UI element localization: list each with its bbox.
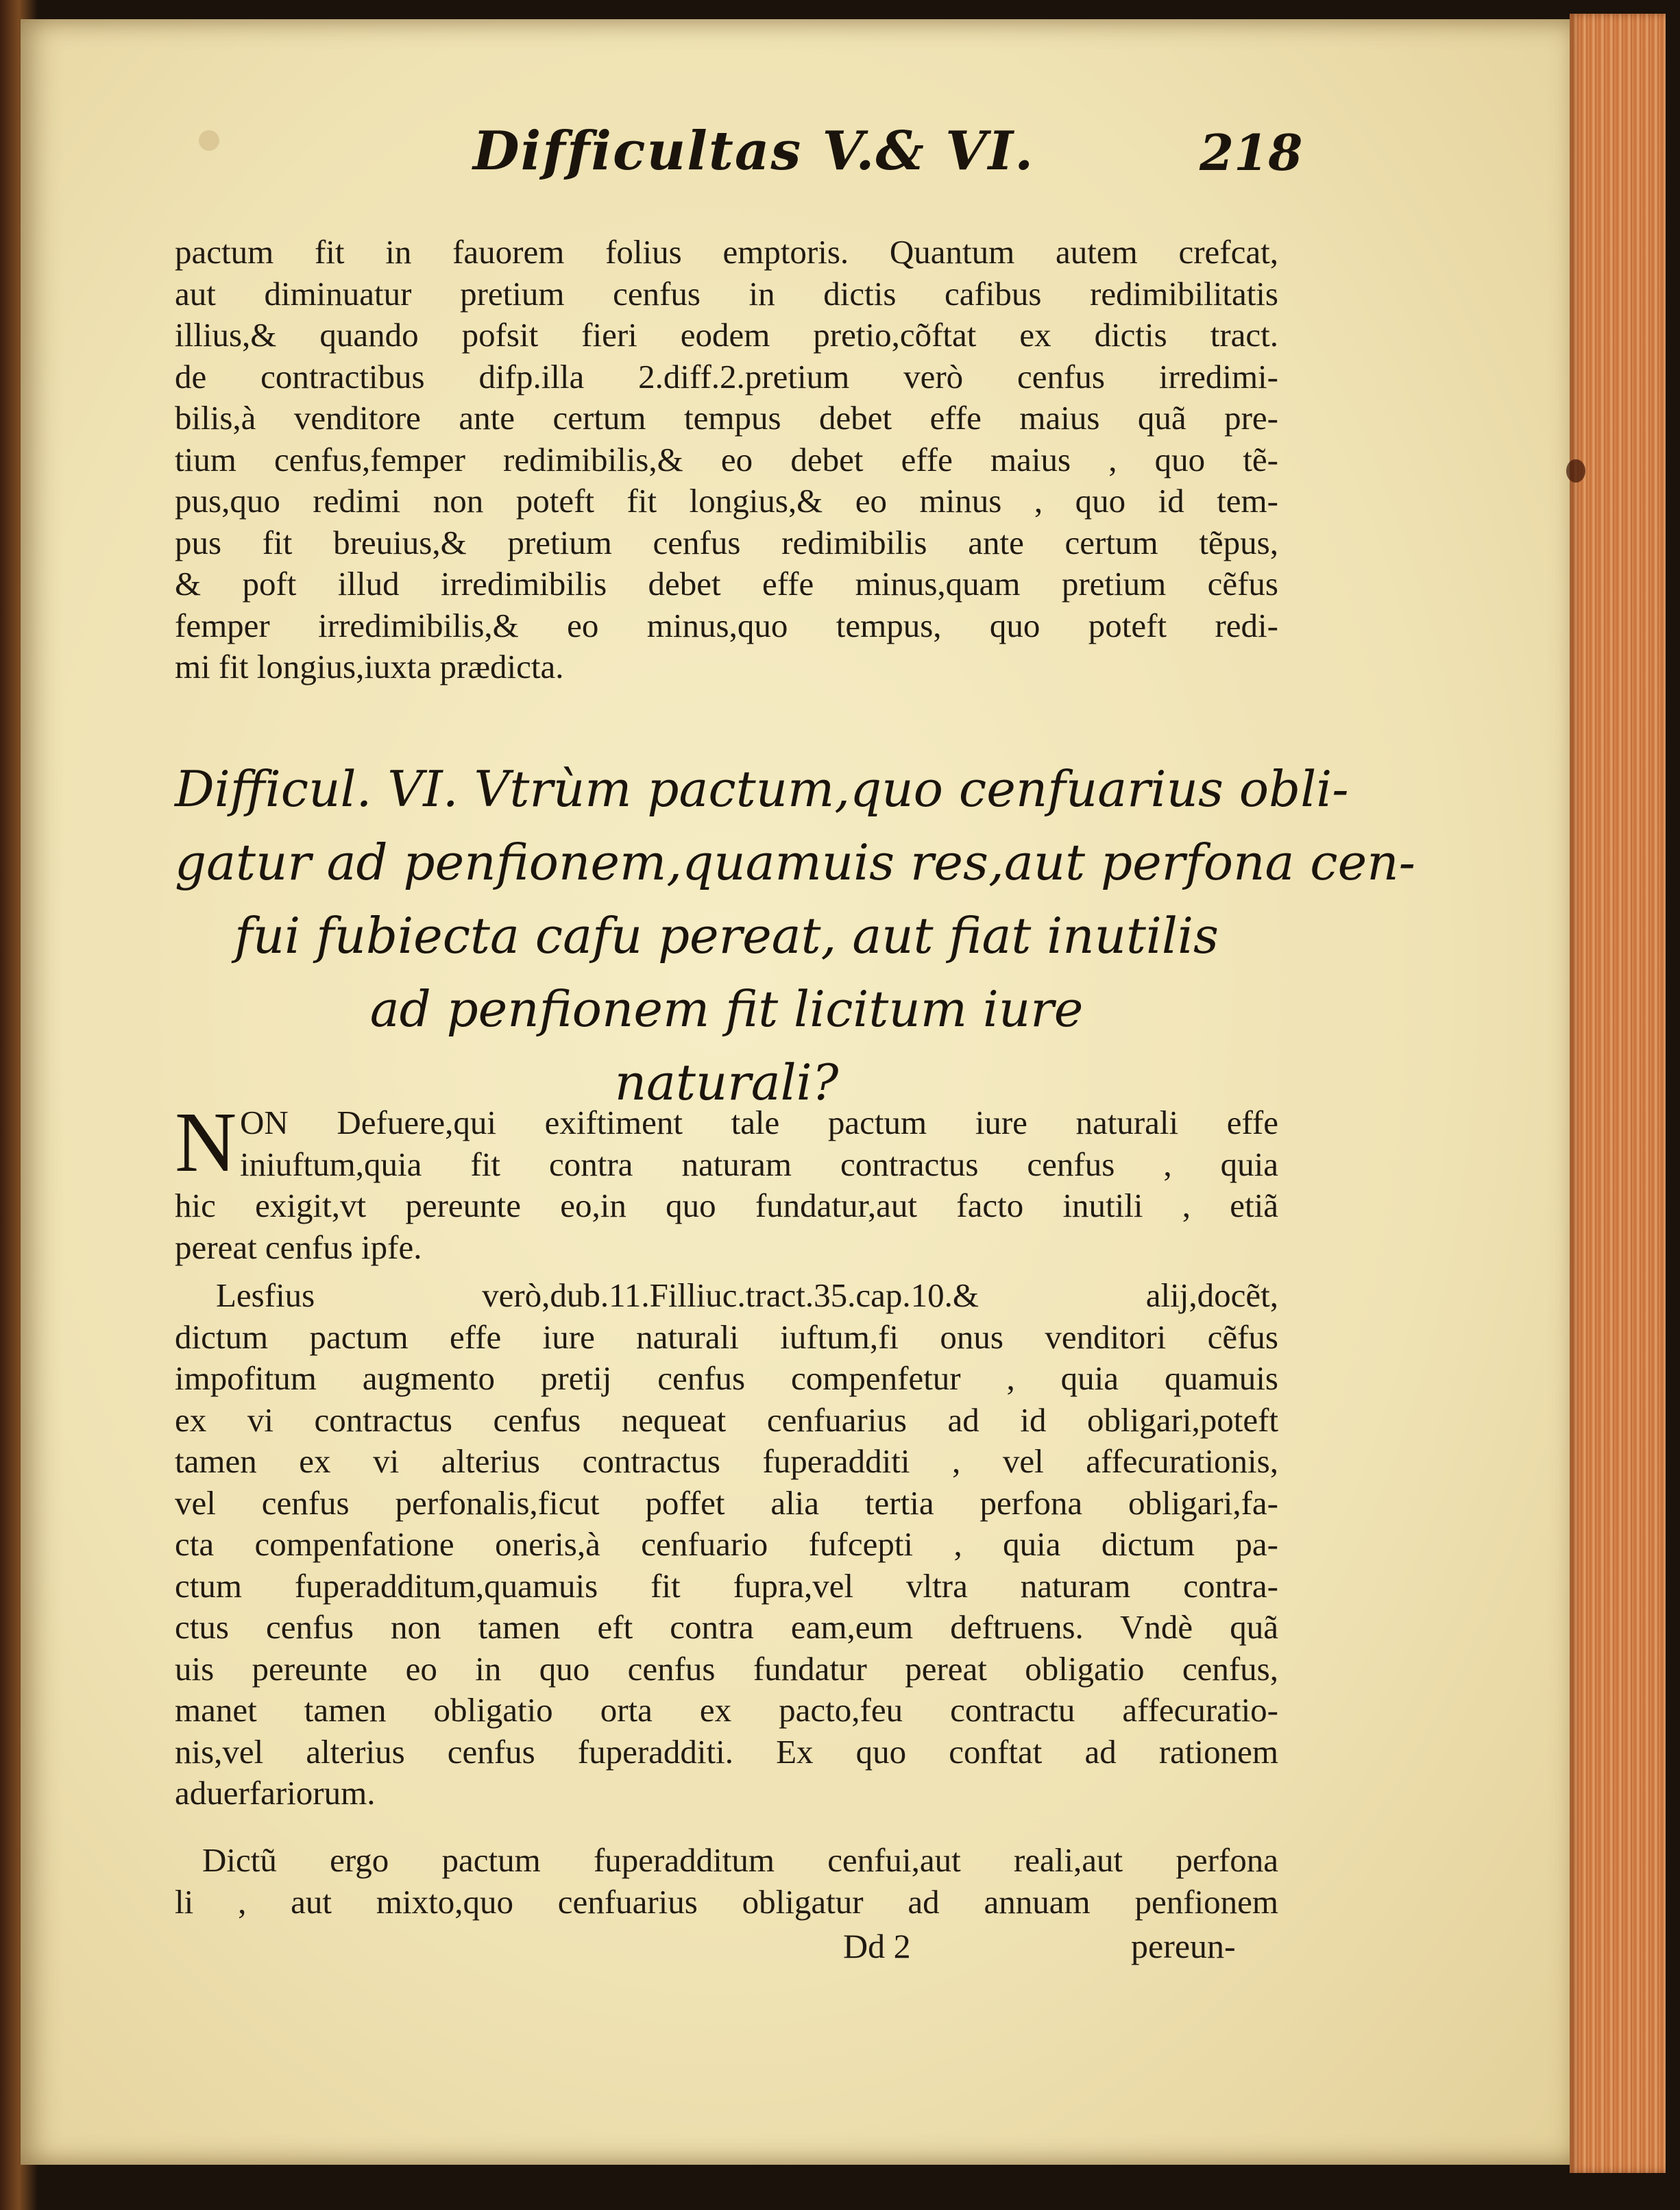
text-line: mi fit longius,iuxta prædicta. — [175, 648, 564, 685]
text-line: li , aut mixto,quo cenfuarius obligatur ad annuam penfionem — [175, 1882, 1278, 1921]
page-edges — [1570, 14, 1666, 2173]
text-line: dictum pactum effe iure naturali iuftum,fi onus venditori cẽfus — [175, 1318, 1278, 1356]
text-line: illius,& quando pofsit fieri eodem pretio,cõftat ex dictis tract. — [175, 316, 1278, 354]
text-line: nis,vel alterius cenfus fuperadditi. Ex quo conftat ad rationem — [175, 1732, 1278, 1771]
text-line: ON Defuere,qui exiftiment tale pactum iure naturali effe — [240, 1104, 1278, 1141]
catchword: pereun- — [1131, 1927, 1236, 1965]
text-line: de contractibus difp.illa 2.diff.2.pretium verò cenfus irredimi- — [175, 357, 1278, 396]
text-line: uis pereunte eo in quo cenfus fundatur pereat obligatio cenfus, — [175, 1649, 1278, 1688]
text-line: femper irredimibilis,& eo minus,quo tempus, quo poteft redi- — [175, 606, 1278, 644]
paragraph-2 — [175, 1095, 1278, 1268]
heading-line: gatur ad penfionem,quamuis res,aut perfona cen- — [175, 834, 1415, 891]
text-line: hic exigit,vt pereunte eo,in quo fundatur,aut facto inutili , etiã — [175, 1187, 1278, 1224]
text-line: cta compenfatione oneris,à cenfuario fufcepti , quia dictum pa- — [175, 1525, 1278, 1563]
text-line: pus fit breuius,& pretium cenfus redimibilis ante certum tẽpus, — [175, 523, 1278, 561]
text-line: iniuftum,quia fit contra naturam contractus cenfus , quia — [240, 1145, 1278, 1183]
ink-spot — [1566, 459, 1585, 483]
paragraph-3 — [175, 1275, 1278, 1814]
text-line: impofitum augmento pretij cenfus compenfetur , quia quamuis — [175, 1359, 1278, 1397]
section-heading — [175, 753, 1415, 1119]
running-head: Difficultas V.& VI. — [473, 120, 1035, 182]
text-line: manet tamen obligatio orta ex pacto,feu contractu affecuratio- — [175, 1691, 1278, 1729]
text-line: aduerfariorum. — [175, 1774, 376, 1812]
text-line: pereat cenfus ipfe. — [175, 1228, 422, 1266]
page-number: 218 — [1200, 123, 1303, 182]
heading-line: naturali? — [614, 1054, 839, 1111]
text-line: pactum fit in fauorem folius emptoris. Quantum autem crefcat, — [175, 233, 1278, 271]
text-line: Lesfius verò,dub.11.Filliuc.tract.35.cap.10.& alij,docẽt, — [216, 1276, 1278, 1314]
drop-cap: N — [175, 1095, 237, 1190]
text-line: tium cenfus,femper redimibilis,& eo debet effe maius , quo tẽ- — [175, 440, 1278, 478]
signature-mark: Dd 2 — [843, 1927, 911, 1965]
heading-line: ad penfionem fit licitum iure — [369, 980, 1084, 1038]
text-line: ex vi contractus cenfus nequeat cenfuarius ad id obligari,poteft — [175, 1400, 1278, 1439]
text-line: pus,quo redimi non poteft fit longius,& eo minus , quo id tem- — [175, 482, 1278, 520]
text-line: Dictũ ergo pactum fuperadditum cenfui,aut reali,aut perfona — [202, 1841, 1278, 1879]
heading-line: fui fubiecta cafu pereat, aut fiat inutilis — [234, 907, 1219, 964]
text-line: tamen ex vi alterius contractus fuperadditi , vel affecurationis, — [175, 1442, 1278, 1480]
text-line: & poft illud irredimibilis debet effe minus,quam pretium cẽfus — [175, 565, 1278, 603]
text-line: bilis,à venditore ante certum tempus debet effe maius quã pre- — [175, 399, 1278, 437]
paragraph-4 — [175, 1840, 1278, 1923]
text-line: ctus cenfus non tamen eft contra eam,eum deftruens. Vndè quã — [175, 1608, 1278, 1646]
heading-line: Difficul. VI. Vtrùm pactum,quo cenfuarius obli- — [175, 760, 1349, 818]
paragraph-1 — [175, 232, 1278, 688]
text-line: aut diminuatur pretium cenfus in dictis cafibus redimibilitatis — [175, 274, 1278, 313]
text-line: vel cenfus perfonalis,ficut poffet alia tertia perfona obligari,fa- — [175, 1483, 1278, 1522]
ink-spot — [199, 130, 219, 151]
text-line: ctum fuperadditum,quamuis fit fupra,vel vltra naturam contra- — [175, 1566, 1278, 1605]
